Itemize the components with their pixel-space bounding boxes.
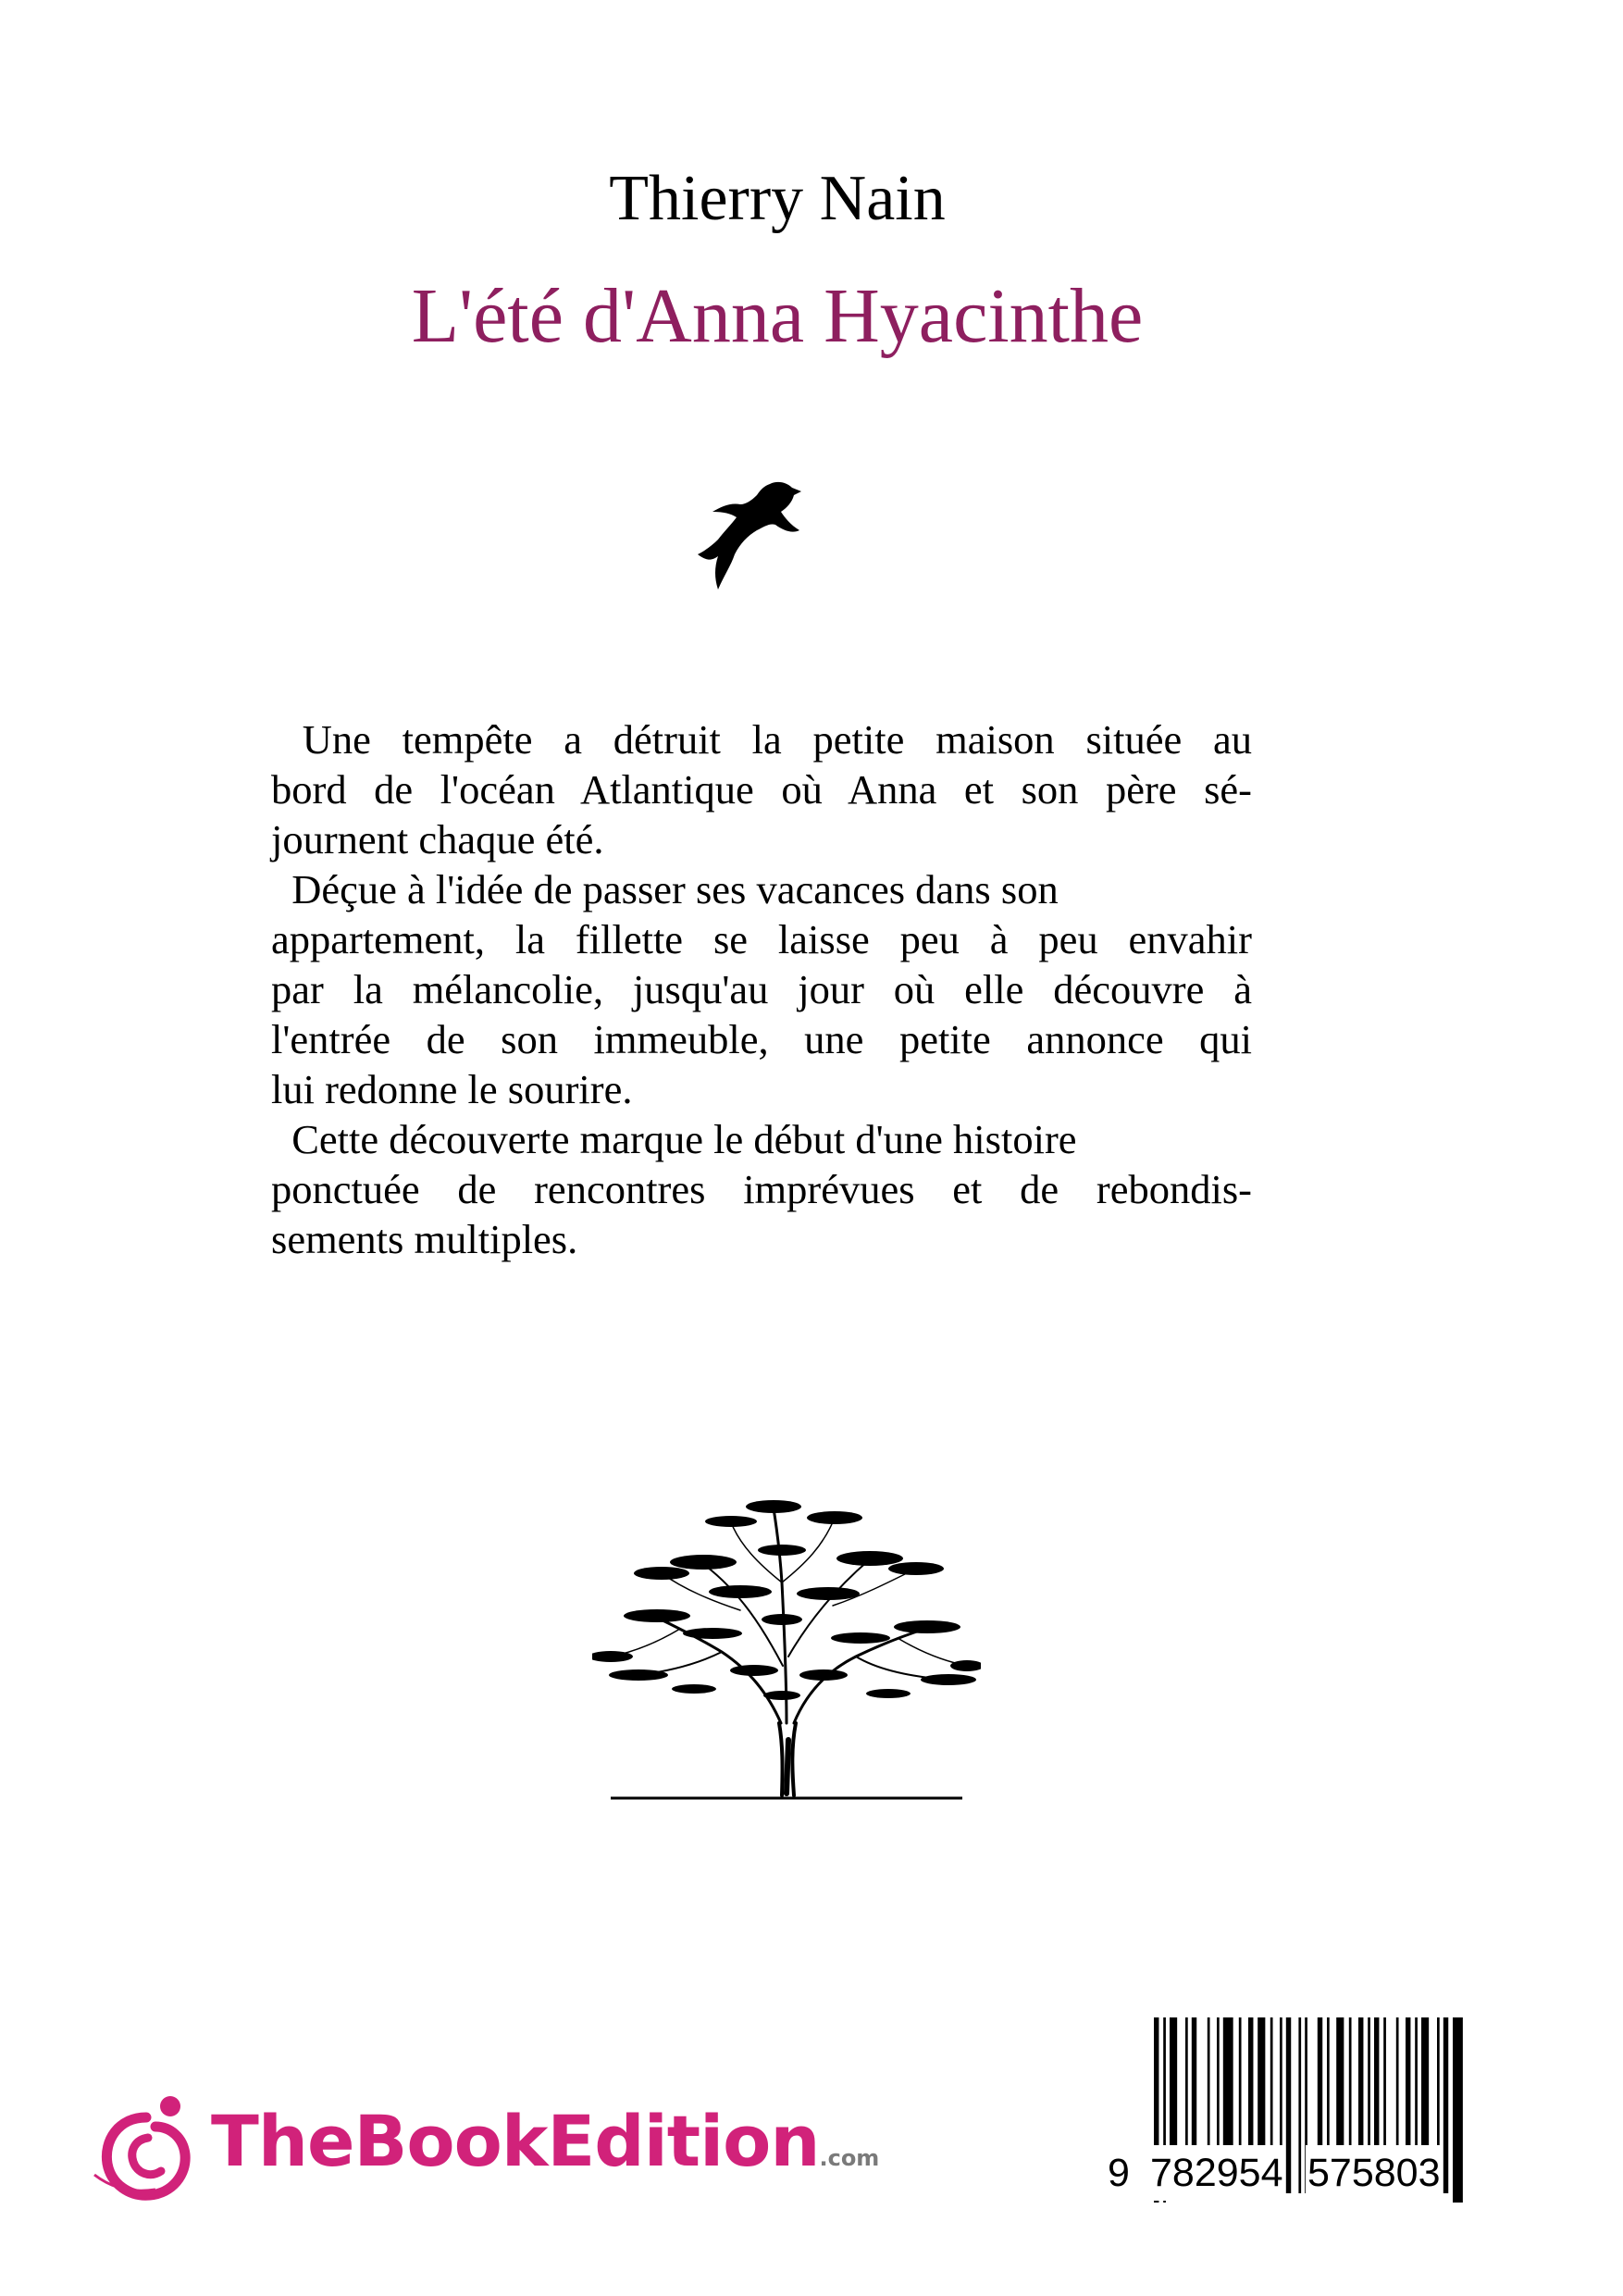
blurb-line: journent chaque été.: [271, 816, 604, 863]
author-name: Thierry Nain: [609, 163, 946, 234]
back-cover-blurb: [271, 714, 1252, 1264]
blurb-line: bord de l'océan Atlantique où Anna et son père sé-: [271, 766, 1252, 813]
publisher-name: [211, 2100, 880, 2182]
blurb-line: Une tempête a détruit la petite maison située au: [271, 716, 1252, 763]
blurb-line: sements multiples.: [271, 1216, 578, 1262]
bird-icon: [696, 477, 807, 592]
blurb-line: l'entrée de son immeuble, une petite annonce qui: [271, 1016, 1252, 1062]
blurb-line: lui redonne le sourire.: [271, 1066, 633, 1112]
blurb-line: Cette découverte marque le début d'une histoire: [271, 1116, 1077, 1162]
publisher-logo: [91, 2090, 880, 2201]
publisher-logo-icon: [91, 2090, 202, 2201]
barcode-right-group: 575803: [1306, 2145, 1443, 2201]
blurb-line: Déçue à l'idée de passer ses vacances dans son: [271, 866, 1059, 912]
blurb-line: par la mélancolie, jusqu'au jour où elle découvre à: [271, 966, 1252, 1012]
barcode-left-group: 782954: [1148, 2145, 1285, 2201]
blurb-line: ponctuée de rencontres imprévues et de rebondis-: [271, 1166, 1252, 1212]
publisher-domain-suffix: .com: [819, 2145, 880, 2171]
blurb-line: appartement, la fillette se laisse peu à peu envahir: [271, 916, 1252, 962]
barcode-first-digit: 9: [1106, 2145, 1132, 2201]
barcode-digits: [1106, 2145, 1467, 2201]
publisher-name-text: TheBookEdition: [211, 2100, 820, 2182]
tree-icon: [592, 1481, 981, 1805]
book-title: L'été d'Anna Hyacinthe: [411, 273, 1144, 359]
